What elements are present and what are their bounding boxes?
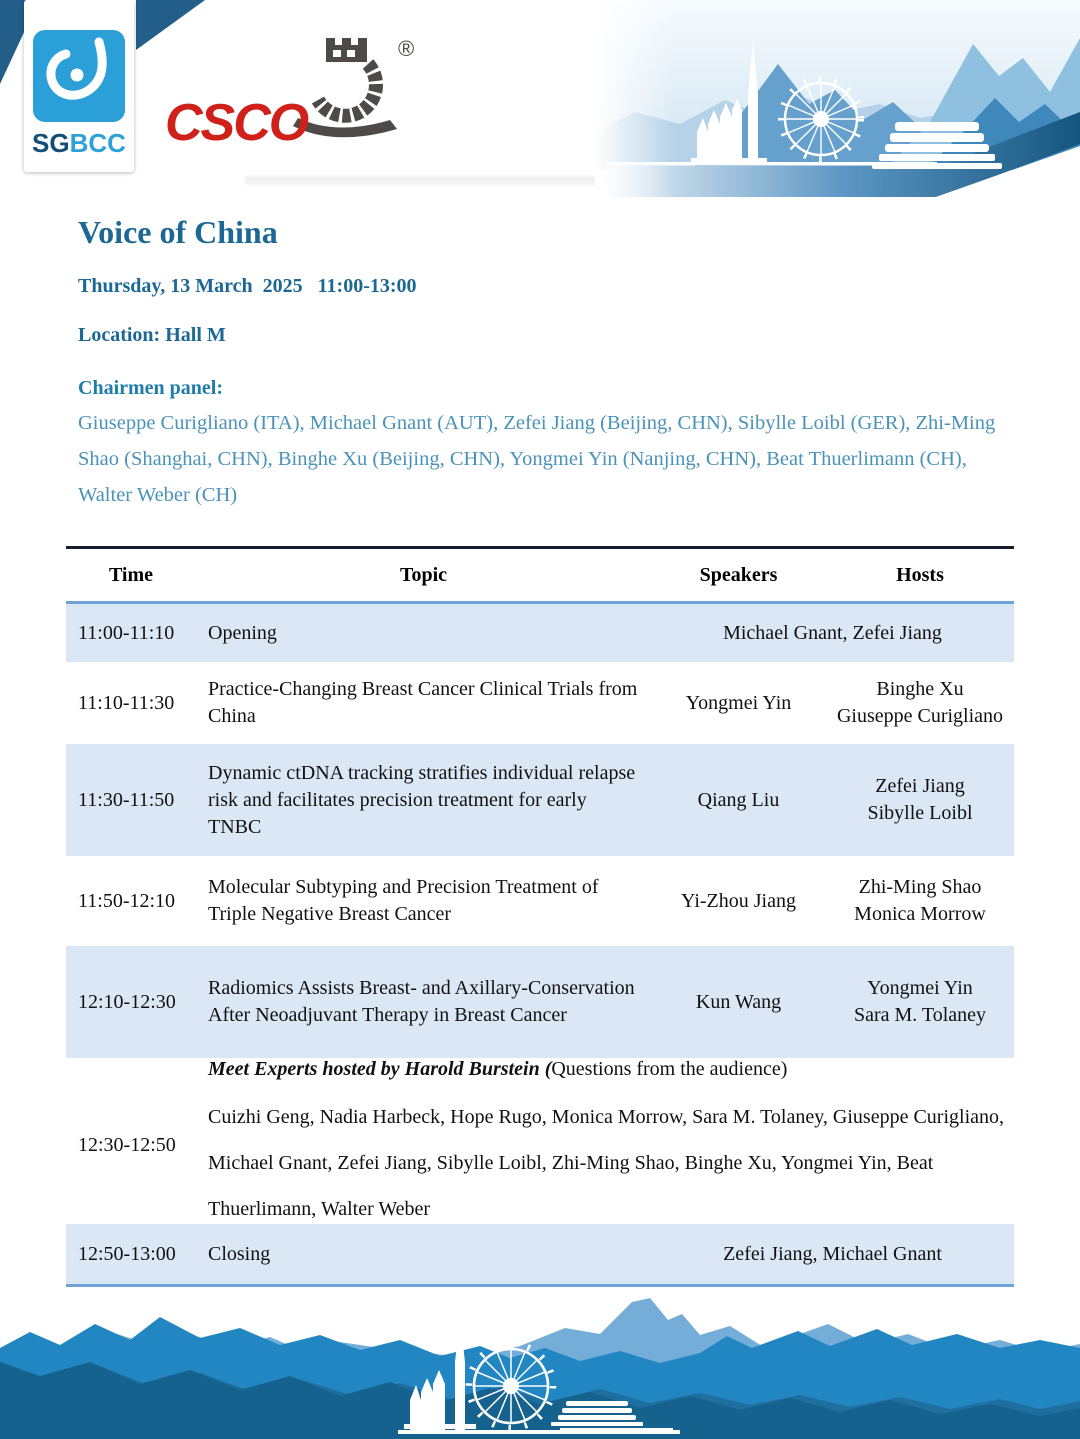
- table-row: [66, 856, 1014, 946]
- row-topic: Dynamic ctDNA tracking stratifies individual relapse risk and facilitates precision treatment for early TNBC: [208, 761, 636, 838]
- sgbcc-wordmark-bcc: BCC: [69, 128, 126, 158]
- row-topic: Molecular Subtyping and Precision Treatment of Triple Negative Breast Cancer: [208, 876, 599, 925]
- column-header-hosts: Hosts: [896, 563, 944, 586]
- host: Monica Morrow: [854, 903, 986, 925]
- csco-logo: [160, 30, 590, 180]
- row-time: 11:50-12:10: [78, 889, 176, 912]
- csco-wordmark: CSCO: [165, 94, 308, 152]
- column-header-topic: Topic: [399, 563, 448, 586]
- session-datetime: Thursday, 13 March 2025 11:00-13:00: [78, 275, 417, 297]
- sgbcc-logo: [24, 0, 134, 172]
- table-row: [66, 662, 1014, 744]
- header-skyline-graphic: [595, 0, 1080, 200]
- sgbcc-wordmark-sg: SG: [32, 128, 70, 158]
- row-hosts: [826, 975, 1014, 1029]
- meet-experts-title-bold: Meet Experts hosted by Harold Burstein (: [208, 1058, 552, 1080]
- sgbcc-breast-icon: [33, 30, 125, 122]
- column-header-speakers: Speakers: [699, 563, 778, 586]
- header-banner: [0, 0, 1080, 215]
- row-speaker: Kun Wang: [695, 990, 782, 1013]
- host: Zhi-Ming Shao: [858, 876, 982, 898]
- footer-skyline-graphic: [0, 1290, 1080, 1439]
- row-hosts: [826, 773, 1014, 827]
- row-speaker: Yongmei Yin: [685, 691, 792, 714]
- row-names: Zefei Jiang, Michael Gnant: [723, 1242, 942, 1265]
- row-time: 11:00-11:10: [78, 621, 175, 644]
- schedule-table: [66, 546, 1014, 1287]
- host: Yongmei Yin: [867, 977, 973, 999]
- monuments-baseline: [398, 1430, 680, 1434]
- row-time: 12:50-13:00: [78, 1242, 176, 1265]
- row-speaker: Yi-Zhou Jiang: [681, 889, 796, 912]
- host: Sara M. Tolaney: [853, 1004, 987, 1026]
- meet-experts-content: [196, 1058, 1014, 1232]
- row-time: 11:30-11:50: [78, 788, 175, 811]
- table-row: [66, 946, 1014, 1058]
- row-topic: Practice-Changing Breast Cancer Clinical Trials from China: [208, 678, 638, 727]
- table-row: [66, 1224, 1014, 1284]
- row-topic: Radiomics Assists Breast- and Axillary-Conservation After Neoadjuvant Therapy in Breast Cancer: [208, 977, 635, 1026]
- row-topic: Opening: [208, 621, 277, 644]
- meet-experts-title-regular: Questions from the audience): [551, 1058, 788, 1080]
- row-time: 11:10-11:30: [78, 691, 175, 714]
- table-row-meet-experts: [66, 1058, 1014, 1224]
- row-names: Michael Gnant, Zefei Jiang: [723, 621, 942, 644]
- meet-experts-title: [208, 1058, 1010, 1081]
- row-time: 12:10-12:30: [78, 990, 176, 1013]
- row-time: 12:30-12:50: [78, 1133, 176, 1156]
- row-hosts: [826, 676, 1014, 730]
- meet-experts-participants: Cuizhi Geng, Nadia Harbeck, Hope Rugo, Monica Morrow, Sara M. Tolaney, Giuseppe Curigliano, Michael Gnant, Zefei Jiang, Sibylle Loibl, Zhi-Ming Shao, Binghe Xu, Yongmei Yin, Beat Thuerlimann, Walter Weber: [208, 1106, 1005, 1220]
- table-row: [66, 604, 1014, 662]
- sgbcc-wordmark: [24, 128, 134, 159]
- row-hosts: [826, 874, 1014, 928]
- registered-trademark-icon: ®: [398, 36, 415, 61]
- table-header-row: [66, 549, 1014, 604]
- host: Zefei Jiang: [875, 775, 965, 797]
- chairmen-label: Chairmen panel:: [78, 377, 223, 399]
- session-location: Location: Hall M: [78, 324, 226, 346]
- table-row: [66, 744, 1014, 856]
- host: Giuseppe Curigliano: [836, 705, 1004, 727]
- row-speaker: Qiang Liu: [697, 788, 780, 811]
- chairmen-names: Giuseppe Curigliano (ITA), Michael Gnant (AUT), Zefei Jiang (Beijing, CHN), Sibylle Loibl (GER), Zhi-Ming Shao (Shanghai, CHN), Binghe Xu (Beijing, CHN), Yongmei Yin (Nanjing, CHN), Beat Thuerlimann (CH), Walter Weber (CH): [78, 412, 996, 506]
- host: Binghe Xu: [876, 678, 964, 700]
- host: Sibylle Loibl: [867, 802, 973, 824]
- row-topic: Closing: [208, 1242, 271, 1265]
- session-info: [78, 214, 1018, 513]
- column-header-time: Time: [108, 563, 154, 586]
- page-title: Voice of China: [78, 214, 278, 250]
